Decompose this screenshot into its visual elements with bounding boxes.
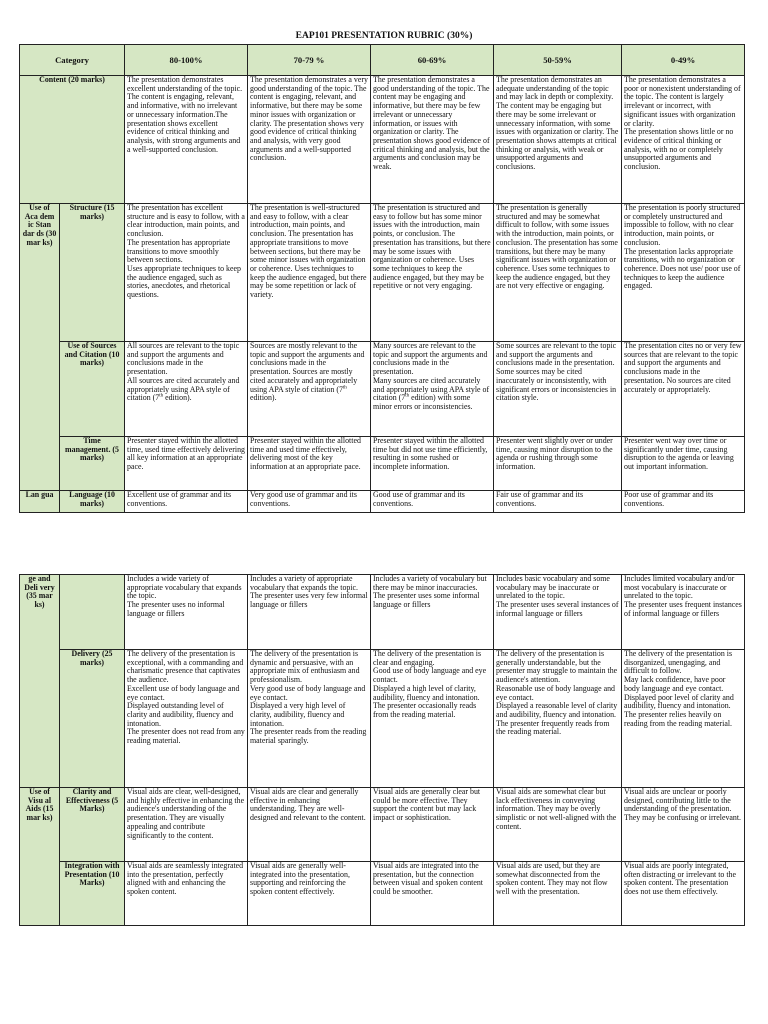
cell-text: The presentation demonstrates a very good understanding of the topic. The content is engaging, relevant, and informative, but there may be some minor issues with organization or clarity. The presentation shows very good evidence of critical thinking and analysis, with very good arguments and a well-supported conclusion. [250,75,368,163]
integration-cell-5 [622,862,745,926]
cell-text: Poor use of grammar and its conventions. [624,490,714,508]
cell-text: The presentation is well-structured and easy to follow, with a clear introduction, main points, and conclusion. The presentation has appropriate transitions to move between sections, but there may be some minor issues with organization or coherence. Uses techniques to keep the audience engaged, but there may be some repetition or lack of variety. [250,203,367,300]
clarity-cell-3 [371,788,494,862]
cell-text: Visual aids are generally clear but could be more effective. They support the content but may lack impact or sophistication. [373,787,481,823]
cell-text: Excellent use of body language and eye contact. [127,683,240,702]
cell-text: The presentation has excellent structure and is easy to follow, with a clear introduction, main points, and conclusion. [127,203,245,239]
cell-text: The presentation is structured and easy to follow but has some minor issues with the introduction, main points, or conclusion. The presentation has transitions, but there may be some issues with organization or coherence. Uses some techniques to keep the audience engaged, but they may be repetitive or not very engaging. [373,203,491,291]
structure-cell-5 [622,204,745,342]
row-language-top [20,491,745,513]
integration-cell-3 [371,862,494,926]
sources-cell-5 [622,342,745,437]
cell-text: Visual aids are somewhat clear but lack effectiveness in conveying information. They may be overly simplistic or not well-aligned with the content. [496,787,617,831]
header-band-1: 80-100% [125,45,248,76]
cell-text: The presenter uses frequent instances of informal language or fillers [624,600,742,618]
cell-text: Displayed poor level of clarity and audibility, fluency and intonation. [624,692,734,711]
language-top-cell-1 [125,491,248,513]
delivery-cell-2 [248,650,371,788]
cell-text: The presentation demonstrates excellent understanding of the topic. The content is engaging, relevant, and informative, with no irrelevant or unnecessary information.The presentation shows excellent evidence of critical thinking and analysis, with strong arguments and a well-supported conclusion. [127,75,243,154]
cell-text: The presentation demonstrates an adequate understanding of the topic and may lack in depth or complexity. The content may be engaging but there may be some irrelevant or unnecessary information, with some issues with organization or clarity. The presentation shows attempts at critical thinking or analysis, with weak or unsupported arguments and conclusions. [496,75,619,172]
cell-text: Presenter went way over time or significantly under time, causing disruption to the agenda or leaving out important information. [624,436,734,472]
structure-cell-2 [248,204,371,342]
cell-text: The presenter reads from the reading material sparingly. [250,727,367,746]
group-visual-aids: Use of Visu al Aids (15 mar ks) [20,788,60,926]
cell-text: Presenter stayed within the allotted time and used time effectively, delivering most of the key information at an appropriate pace. [250,436,361,472]
row-time [20,437,745,491]
time-cell-1 [125,437,248,491]
language-bottom-cell-5 [622,575,745,650]
header-band-5: 0-49% [622,45,745,76]
language-top-cell-3 [371,491,494,513]
clarity-cell-2 [248,788,371,862]
category-structure: Structure (15 marks) [60,204,125,342]
structure-cell-4 [494,204,622,342]
cell-text: The presenter uses no informal language or fillers [127,600,225,618]
cell-text: The presenter occasionally reads from the reading material. [373,701,477,719]
time-cell-5 [622,437,745,491]
structure-cell-3 [371,204,494,342]
cell-text: Visual aids are clear, well-designed, and highly effective in enhancing the audience's understanding of the presentation. They are visually appealing and contribute significantly to the content. [127,787,245,840]
clarity-cell-1 [125,788,248,862]
cell-text: Includes limited vocabulary and/or most vocabulary is inaccurate or unrelated to the topic. [624,574,735,601]
integration-cell-1 [125,862,248,926]
cell-text: Many sources are cited accurately and appropriately using APA style of citation (7th edition) with some minor errors or inconsistencies. [373,375,490,411]
sources-cell-3 [371,342,494,437]
clarity-cell-4 [494,788,622,862]
row-delivery [20,650,745,788]
cell-text: Includes a variety of vocabulary but there may be minor inaccuracies. [373,574,487,592]
cell-text: Very good use of body language and eye contact. [250,683,366,702]
row-structure [20,204,745,342]
cell-text: The presentation is poorly structured or completely unstructured and impossible to follow, with no clear introduction, main points, or conclusion. [624,203,741,247]
row-clarity [20,788,745,862]
rubric-table-page-1 [19,44,745,513]
cell-text: The presenter relies heavily on reading from the reading material. [624,709,733,728]
sources-cell-2 [248,342,371,437]
time-cell-2 [248,437,371,491]
cell-text: The delivery of the presentation is dynamic and persuasive, with an appropriate mix of enthusiasm and professionalism. [250,649,360,685]
cell-text: Presenter stayed within the allotted time but did not use time efficiently, resulting in some rushed or incomplete information. [373,436,488,472]
category-integration: Integration with Presentation (10 Marks) [60,862,125,926]
language-bottom-cell-2 [248,575,371,650]
cell-text: Very good use of grammar and its conventions. [250,490,357,508]
content-cell-2 [248,76,371,204]
category-delivery: Delivery (25 marks) [60,650,125,788]
cell-text: Some sources are relevant to the topic and support the arguments and conclusions made in the presentation. [496,341,617,368]
language-top-cell-5 [622,491,745,513]
cell-text: Some sources may be cited inaccurately or inconsistently, with significant errors or inconsistencies in citation style. [496,367,617,403]
cell-text: The presentation demonstrates a good understanding of the topic. The content may be engaging and informative, but there may be few irrelevant or unnecessary information, or issues with organization or clarity. The presentation shows good evidence of critical thinking and analysis, but the arguments and conclusion may be weak. [373,75,490,172]
cell-text: Sources are mostly relevant to the topic and support the arguments and conclusions made in the presentation. Sources are mostly cited accurately and appropriately using APA style of citation (7th edition). [250,341,365,403]
row-language-bottom [20,575,745,650]
time-cell-3 [371,437,494,491]
cell-text: Visual aids are integrated into the presentation, but the connection between visual and spoken content could be smoother. [373,861,483,897]
category-content: Content (20 marks) [20,76,125,204]
language-bottom-cell-4 [494,575,622,650]
category-clarity: Clarity and Effectiveness (5 Marks) [60,788,125,862]
cell-text: Visual aids are unclear or poorly designed, contributing little to the understanding of the presentation. They may be confusing or irrelevant. [624,787,742,823]
group-language-delivery-top: Lan gua [20,491,60,513]
delivery-cell-5 [622,650,745,788]
cell-text: Uses appropriate techniques to keep the audience engaged, such as stories, anecdotes, and rhetorical questions. [127,263,241,300]
integration-cell-2 [248,862,371,926]
group-language-delivery-bottom: ge and Deli very (35 mar ks) [20,575,60,788]
cell-text: Displayed a high level of clarity, audibility, fluency and intonation. [373,683,480,702]
header-row [20,45,745,76]
language-top-cell-2 [248,491,371,513]
delivery-cell-1 [125,650,248,788]
content-cell-5 [622,76,745,204]
cell-text: Visual aids are poorly integrated, often distracting or irrelevant to the spoken content. The presentation does not use them effectively. [624,861,736,897]
delivery-cell-4 [494,650,622,788]
cell-text: The delivery of the presentation is generally understandable, but the presenter may struggle to maintain the audience's attention. [496,649,618,685]
cell-text: Visual aids are clear and generally effective in enhancing understanding. They are well-designed and relevant to the content. [250,787,366,823]
cell-text: Fair use of grammar and its conventions. [496,490,584,508]
cell-text: Includes a wide variety of appropriate vocabulary that expands the topic. [127,574,242,601]
cell-text: Visual aids are seamlessly integrated into the presentation, perfectly aligned with and enhancing the spoken content. [127,861,244,897]
row-sources [20,342,745,437]
cell-text: The presentation is generally structured and may be somewhat difficult to follow, with some issues with the introduction, main points, or conclusion. The presentation has some transitions, but there may be many significant issues with organization or coherence. Uses some techniques to keep the audience engaged, but they are not very effective or engaging. [496,203,618,291]
structure-cell-1 [125,204,248,342]
cell-text: Many sources are relevant to the topic and support the arguments and conclusions made in the presentation. [373,341,488,377]
cell-text: All sources are relevant to the topic and support the arguments and conclusions made in the presentation. [127,341,240,377]
row-content [20,76,745,204]
content-cell-3 [371,76,494,204]
cell-text: Excellent use of grammar and its conventions. [127,490,232,508]
group-academic-standards: Use of Aca dem ic Stan dar ds (30 mar ks) [20,204,60,491]
integration-cell-4 [494,862,622,926]
cell-text: The delivery of the presentation is exceptional, with a commanding and charismatic presence that captivates the audience. [127,649,244,685]
header-category: Category [20,45,125,76]
time-cell-4 [494,437,622,491]
cell-text: Includes a variety of appropriate vocabulary that expands the topic. [250,574,359,592]
sources-cell-1 [125,342,248,437]
cell-text: The delivery of the presentation is disorganized, unengaging, and difficult to follow. [624,649,733,676]
category-sources: Use of Sources and Citation (10 marks) [60,342,125,437]
cell-text: Displayed a reasonable level of clarity and audibility, fluency and intonation. [496,701,618,719]
cell-text: Visual aids are generally well-integrated into the presentation, supporting and reinforcing the spoken content effectively. [250,861,350,897]
cell-text: The presentation lacks appropriate transitions, with no organization or coherence. Does not use/ poor use of techniques to keep the audience engaged. [624,246,741,291]
category-time: Time management. (5 marks) [60,437,125,491]
cell-text: Presenter went slightly over or under time, causing minor disruption to the agenda or rushing through some information. [496,436,613,472]
clarity-cell-5 [622,788,745,862]
header-band-4: 50-59% [494,45,622,76]
language-top-cell-4 [494,491,622,513]
language-bottom-cell-3 [371,575,494,650]
cell-text: The presenter uses several instances of informal language or fillers [496,600,619,618]
category-language: Language (10 marks) [60,491,125,513]
page-title: EAP101 PRESENTATION RUBRIC (30%) [295,31,473,41]
cell-text: All sources are cited accurately and appropriately using APA style of citation (7th edition). [127,375,240,403]
cell-text: Good use of grammar and its conventions. [373,490,465,508]
cell-text: The presentation shows little or no evidence of critical thinking or analysis, with no or completely unsupported arguments and conclusion. [624,127,734,172]
cell-text: The presentation cites no or very few sources that are relevant to the topic and support the arguments and conclusions made in the presentation. No sources are cited accurately or appropriately. [624,341,742,394]
cell-text: The presenter frequently reads from the reading material. [496,718,610,737]
cell-text: The delivery of the presentation is clear and engaging. [373,649,482,667]
cell-text: Presenter stayed within the allotted time, used time effectively delivering all key information at an appropriate pace. [127,436,245,472]
cell-text: The presenter uses some informal language or fillers [373,591,480,610]
cell-text: The presenter uses very few informal language or fillers [250,591,368,610]
cell-text: Visual aids are used, but they are somewhat disconnected from the spoken content. They may not flow well with the presentation. [496,861,608,897]
cell-text: May lack confidence, have poor body language and eye contact. [624,675,726,693]
header-band-3: 60-69% [371,45,494,76]
row-integration [20,862,745,926]
content-cell-1 [125,76,248,204]
cell-text: Reasonable use of body language and eye contact. [496,683,615,702]
cell-text: Includes basic vocabulary and some vocabulary may be inaccurate or unrelated to the topic. [496,574,610,601]
rubric-table-page-2 [19,574,745,926]
cell-text: The presentation has appropriate transitions to move smoothly between sections. [127,237,231,265]
cell-text: Displayed a very high level of clarity, audibility, fluency and intonation. [250,701,346,728]
cell-text: Good use of body language and eye contact. [373,666,487,685]
category-language-continued [60,575,125,650]
cell-text: The presenter does not read from any reading material. [127,727,245,746]
cell-text: The presentation demonstrates a poor or nonexistent understanding of the topic. The content is largely irrelevant or incorrect, with significant issues with organization or clarity. [624,75,741,128]
content-cell-4 [494,76,622,204]
header-band-2: 70-79 % [248,45,371,76]
language-bottom-cell-1 [125,575,248,650]
sources-cell-4 [494,342,622,437]
delivery-cell-3 [371,650,494,788]
cell-text: Displayed outstanding level of clarity and audibility, fluency and intonation. [127,701,234,728]
